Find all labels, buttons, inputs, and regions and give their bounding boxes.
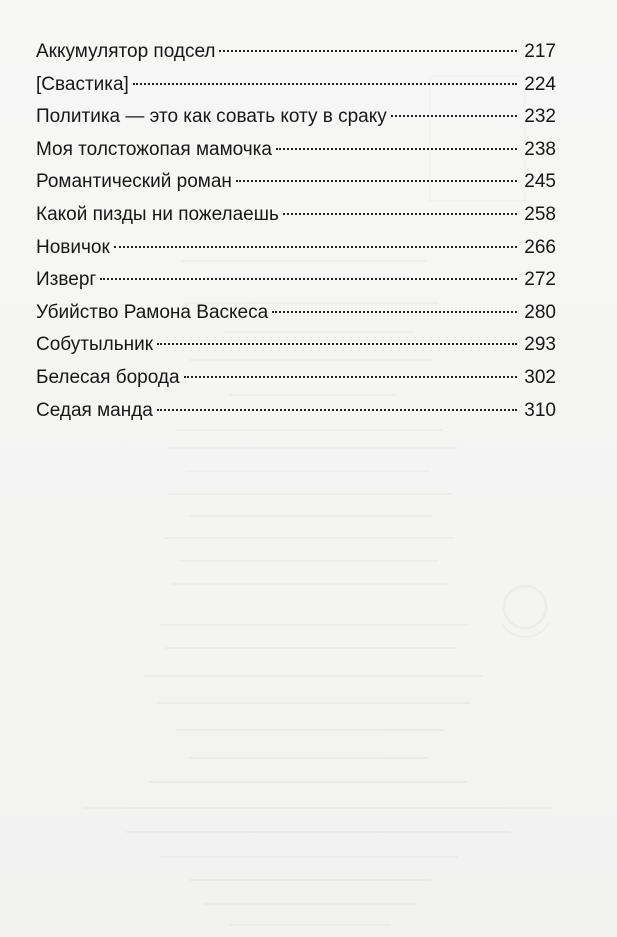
toc-entry-title: Политика — это как совать коту в сраку xyxy=(36,106,387,128)
toc-entry-title: Моя толстожопая мамочка xyxy=(36,138,272,160)
dotted-leader xyxy=(184,376,517,378)
dotted-leader xyxy=(391,115,517,117)
toc-entry xyxy=(36,232,556,265)
toc-entry-page-number: 266 xyxy=(524,236,556,258)
toc-entry-title: Собутыльник xyxy=(36,334,154,356)
toc-entry-page-number: 245 xyxy=(524,171,556,193)
toc-entry-title: Изверг xyxy=(36,269,97,291)
dotted-leader xyxy=(272,311,517,313)
toc-entry xyxy=(36,166,556,199)
toc-entry-title: [Свастика] xyxy=(36,73,129,95)
dotted-leader xyxy=(157,343,517,345)
toc-entry-title: Новичок xyxy=(36,236,110,258)
dotted-leader xyxy=(276,148,517,150)
toc-entry xyxy=(36,362,556,395)
toc-entry-page-number: 302 xyxy=(524,366,556,388)
toc-entry-page-number: 217 xyxy=(524,41,556,62)
toc-entry xyxy=(36,134,556,167)
toc-entry-title: Какой пизды ни пожелаешь xyxy=(36,203,279,225)
dotted-leader xyxy=(157,409,517,411)
toc-entry xyxy=(36,69,556,102)
toc-entry xyxy=(36,101,556,134)
toc-entry-title: Белесая борода xyxy=(36,366,180,388)
toc-entry-page-number: 224 xyxy=(524,73,556,95)
dotted-leader xyxy=(236,180,517,182)
toc-entry xyxy=(36,199,556,232)
dotted-leader xyxy=(133,83,517,85)
toc-entry-page-number: 232 xyxy=(524,106,556,128)
toc-entry-title: Седая манда xyxy=(36,399,153,421)
dotted-leader xyxy=(219,50,517,52)
dotted-leader xyxy=(283,213,517,215)
toc-entry xyxy=(36,395,556,428)
toc-entry-page-number: 293 xyxy=(524,334,556,356)
dotted-leader xyxy=(114,246,517,248)
toc-entry-page-number: 238 xyxy=(524,138,556,160)
toc-entry-page-number: 272 xyxy=(524,269,556,291)
dotted-leader xyxy=(100,278,517,280)
table-of-contents xyxy=(36,36,556,427)
toc-entry xyxy=(36,329,556,362)
toc-entry xyxy=(36,297,556,330)
toc-entry-title: Романтический роман xyxy=(36,171,232,193)
toc-entry xyxy=(36,264,556,297)
toc-entry-page-number: 258 xyxy=(524,203,556,225)
toc-entry xyxy=(36,36,556,69)
toc-entry-page-number: 310 xyxy=(524,399,556,421)
toc-entry-page-number: 280 xyxy=(524,301,556,323)
toc-entry-title: Аккумулятор подсел xyxy=(36,41,216,62)
toc-entry-title: Убийство Рамона Васкеса xyxy=(36,301,269,323)
